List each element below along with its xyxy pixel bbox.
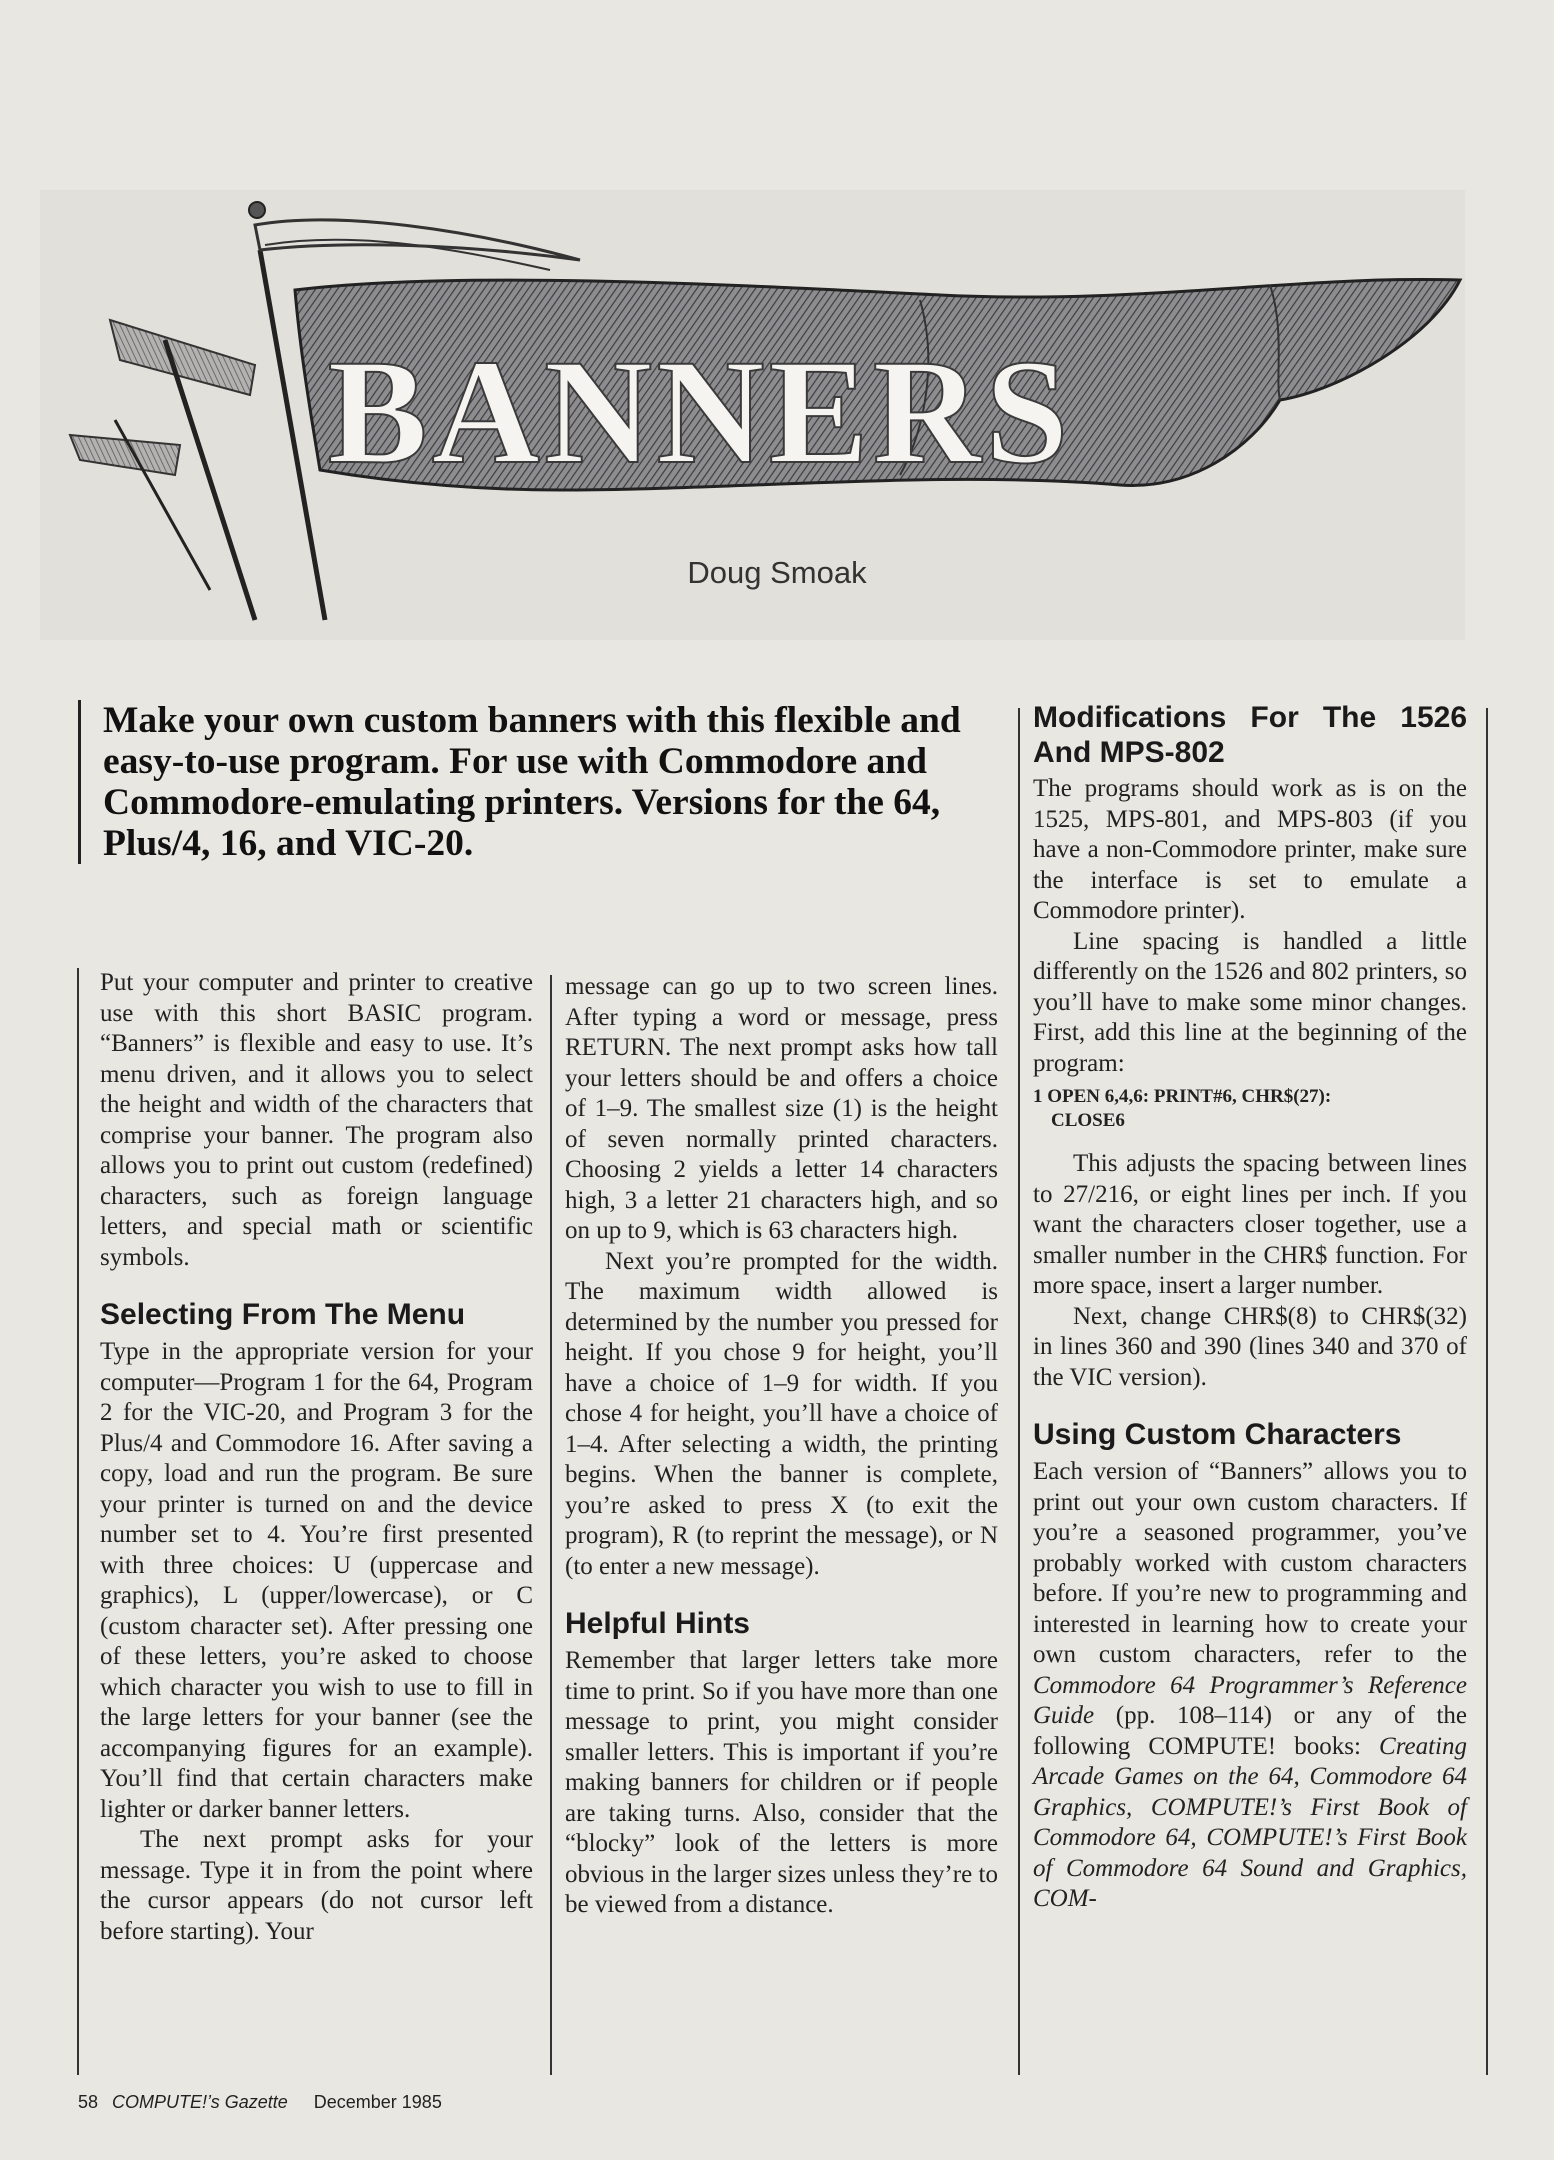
paragraph: The programs should work as is on the 1525, MPS-801, and MPS-803 (if you have a non-Commodore printer, make sure the interface is set to emulate a Commodore printer). — [1033, 775, 1467, 924]
paragraph: The next prompt asks for your message. Type it in from the point where the cursor appears (do not cursor left before starting). Your — [100, 1826, 533, 1945]
paragraph: Remember that larger letters take more time to print. So if you have more than one message to print, you might consider smaller letters. This is important if you’re making banners for children or if people are taking turns. Also, consider that the “blocky” look of the letters is more obvious in the larger sizes unless they’re to be viewed from a distance. — [565, 1647, 998, 1918]
column-rule — [1486, 708, 1488, 2075]
paragraph: Next, change CHR$(8) to CHR$(32) in lines 360 and 390 (lines 340 and 370 of the VIC version). — [1033, 1302, 1467, 1391]
code-listing — [1033, 1085, 1467, 1133]
section-heading: Modifications For The 1526 And MPS-802 — [1033, 701, 1467, 769]
paragraph: Type in the appropriate version for your computer—Program 1 for the 64, Program 2 for the VIC-20, and Program 3 for the Plus/4 and Commodore 16. After saving a copy, load and run the program. Be sure your printer is turned on and the device number set to 4. You’re first presented with three choices: U (uppercase and graphics), L (upper/lowercase), or C (custom character set). After pressing one of these letters, you’re asked to choose which character you wish to use to fill in the large letters for your banner (see the accompanying figures for an example). You’ll find that certain characters make lighter or darker banner letters. — [100, 1338, 533, 1823]
publication-name: COMPUTE!’s Gazette — [112, 2092, 288, 2112]
paragraph: Line spacing is handled a little differently on the 1526 and 802 printers, so you’ll have to make some minor changes. First, add this line at the beginning of the program: — [1033, 927, 1467, 1077]
issue-date: December 1985 — [313, 2092, 442, 2112]
paragraph: Next you’re prompted for the width. The maximum width allowed is determined by the number you pressed for height. If you chose 9 for height, you’ll have a choice of 1–9 for width. If you chose 4 for height, you’ll have a choice of 1–4. After selecting a width, the printing begins. When the banner is complete, you’re asked to press X (to exit the program), R (to reprint the message), or N (to enter a new message). — [565, 1247, 998, 1580]
paragraph: message can go up to two screen lines. After typing a word or message, press RETURN. The next prompt asks how tall your letters should be and offers a choice of 1–9. The smallest size (1) is the height of seven normally printed characters. Choosing 2 yields a letter 14 characters high, 3 a letter 21 characters high, and so on up to 9, which is 63 characters high. — [565, 973, 998, 1244]
book-title-list: Creating Arcade Games on the 64, Commodore 64 Graphics, COMPUTE!’s First Book of Commodore 64, COMPUTE!’s First Book of Commodore 64 Sound and Graphics, COM- — [1033, 1732, 1467, 1912]
byline: Doug Smoak — [687, 555, 867, 590]
book-title: Commodore 64 Programmer’s Reference Guide — [1033, 1671, 1467, 1729]
text-run: Each version of “Banners” allows you to print out your own custom characters. If you’re a seasoned programmer, you’ve probably worked with custom characters before. If you’re new to programming and interested in learning how to create your own custom characters, refer to the — [1033, 1458, 1467, 1668]
deck-text: Make your own custom banners with this flexible and easy-to-use program. For use with Commodore and Commodore-emulating printers. Versions for the 64, Plus/4, 16, and VIC-20. — [103, 700, 961, 864]
column-1 — [100, 968, 533, 1947]
code-line: 1 OPEN 6,4,6: PRINT#6, CHR$(27): — [1033, 1086, 1332, 1107]
paragraph: This adjusts the spacing between lines to 27/216, or eight lines per inch. If you want the characters closer together, use a smaller number in the CHR$ function. For more space, insert a larger number. — [1033, 1150, 1467, 1299]
banner-title-letters: BANNERS — [327, 329, 1073, 495]
column-3 — [1033, 700, 1467, 1915]
paragraph — [1033, 1457, 1467, 1915]
text-run: (pp. 108–114) or any of the following COMPUTE! books: — [1033, 1702, 1467, 1760]
column-rule — [550, 975, 552, 2075]
section-heading: Helpful Hints — [565, 1607, 750, 1640]
column-2 — [565, 972, 998, 1921]
paragraph: Put your computer and printer to creative use with this short BASIC program. “Banners” is flexible and easy to use. It’s menu driven, and it allows you to select the height and width of the characters that comprise your banner. The program also allows you to print out custom (redefined) characters, such as foreign language letters, and special math or scientific symbols. — [100, 969, 533, 1271]
section-heading: Using Custom Characters — [1033, 1418, 1402, 1451]
column-rule — [77, 968, 79, 2075]
code-line: CLOSE6 — [1051, 1110, 1125, 1131]
page-footer — [78, 2092, 442, 2113]
section-heading: Selecting From The Menu — [100, 1298, 466, 1331]
page-number: 58 — [78, 2092, 99, 2112]
article-deck — [78, 700, 1043, 864]
column-rule — [1018, 708, 1020, 2075]
